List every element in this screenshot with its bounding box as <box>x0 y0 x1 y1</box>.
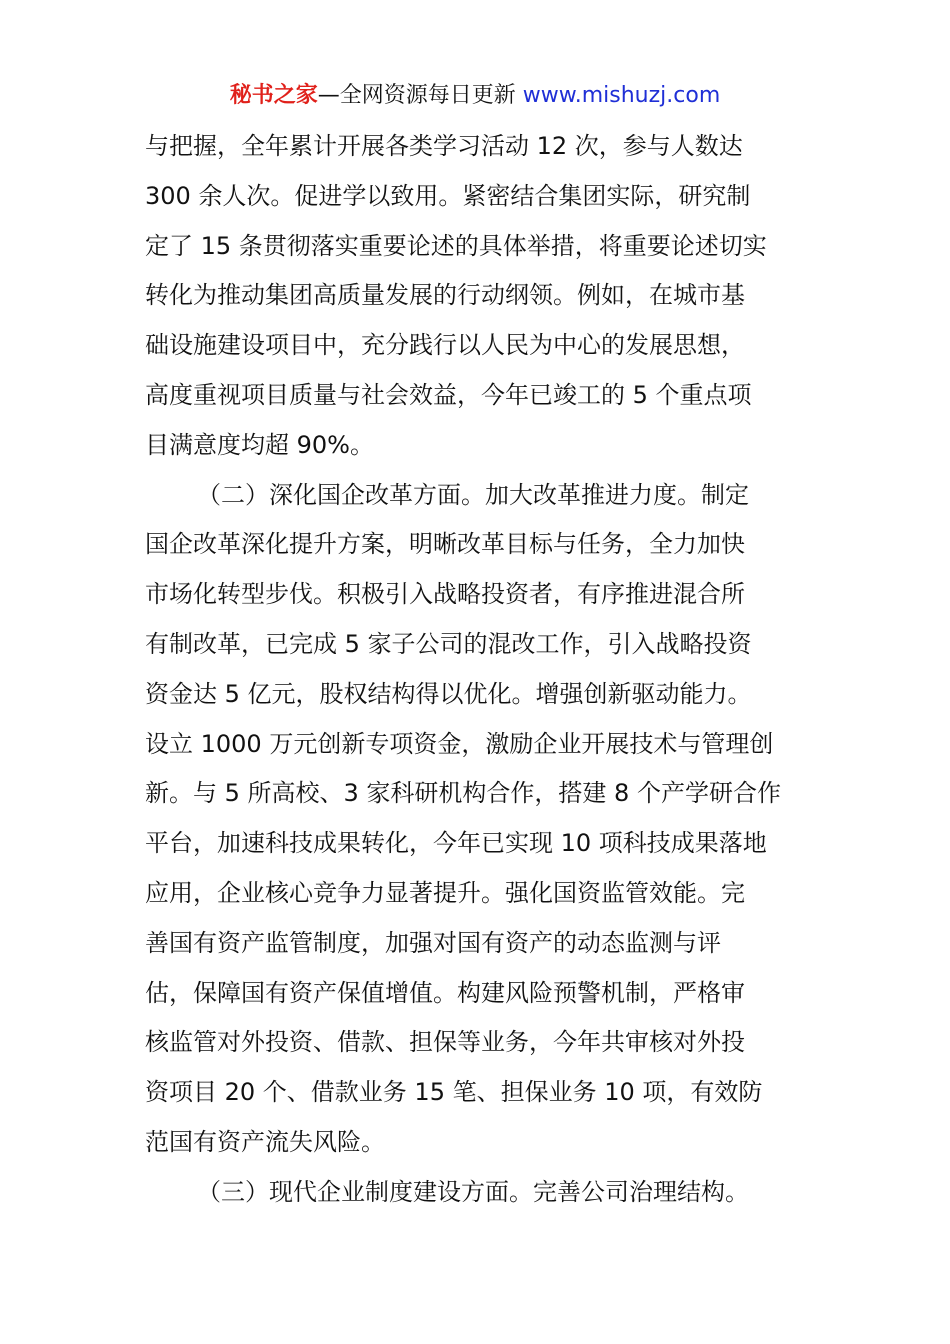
text-line: 与把握，全年累计开展各类学习活动 12 次，参与人数达 <box>145 132 743 160</box>
section-heading-line: （三）现代企业制度建设方面。完善公司治理结构。 <box>197 1177 749 1206</box>
text-line: 新。与 5 所高校、3 家科研机构合作，搭建 8 个产学研合作 <box>145 779 781 808</box>
text-line: 平台，加速科技成果转化，今年已实现 10 项科技成果落地 <box>145 829 767 858</box>
document-body <box>145 122 810 1218</box>
text-line: 估，保障国有资产保值增值。构建风险预警机制，严格审 <box>145 978 745 1007</box>
text-line: 设立 1000 万元创新专项资金，激励企业开展技术与管理创 <box>145 729 774 758</box>
text-line: 定了 15 条贯彻落实重要论述的具体举措，将重要论述切实 <box>145 231 767 260</box>
text-line: 资金达 5 亿元，股权结构得以优化。增强创新驱动能力。 <box>145 679 752 708</box>
text-line: 转化为推动集团高质量发展的行动纲领。例如，在城市基 <box>145 281 745 310</box>
text-line: 应用，企业核心竞争力显著提升。强化国资监管效能。完 <box>145 878 745 907</box>
text-line: 资项目 20 个、借款业务 15 笔、担保业务 10 项，有效防 <box>145 1078 763 1107</box>
section-heading-line: （二）深化国企改革方面。加大改革推进力度。制定 <box>197 480 749 509</box>
text-line: 高度重视项目质量与社会效益，今年已竣工的 5 个重点项 <box>145 380 752 409</box>
text-line: 市场化转型步伐。积极引入战略投资者，有序推进混合所 <box>145 580 745 609</box>
text-line: 础设施建设项目中，充分践行以人民为中心的发展思想， <box>145 331 745 360</box>
text-line: 国企改革深化提升方案，明晰改革目标与任务，全力加快 <box>145 530 745 559</box>
text-line: 核监管对外投资、借款、担保等业务，今年共审核对外投 <box>145 1028 745 1057</box>
brand-name: 秘书之家 <box>229 83 318 108</box>
text-line: 300 余人次。促进学以致用。紧密结合集团实际，研究制 <box>145 181 751 210</box>
text-line: 范国有资产流失风险。 <box>145 1127 385 1156</box>
header-tagline: —全网资源每日更新 <box>317 83 523 108</box>
site-url[interactable]: www.mishuzj.com <box>522 83 721 108</box>
text-line: 目满意度均超 90%。 <box>145 430 374 459</box>
text-line: 有制改革，已完成 5 家子公司的混改工作，引入战略投资 <box>145 629 752 658</box>
page-header <box>0 80 950 112</box>
text-line: 善国有资产监管制度，加强对国有资产的动态监测与评 <box>145 928 721 957</box>
